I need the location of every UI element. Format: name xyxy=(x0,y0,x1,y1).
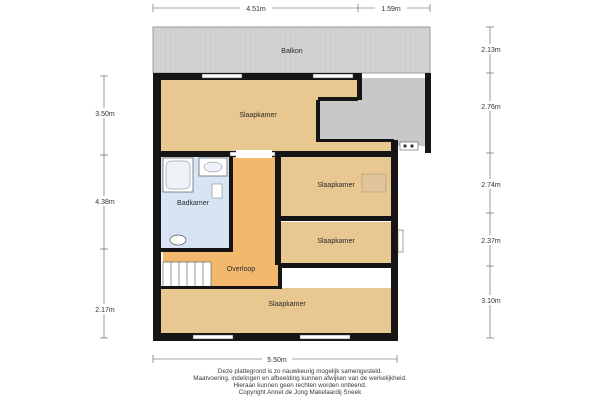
disclaimer-line-4: Copyright Annet de Jong Makelaardij Sneek xyxy=(238,389,362,396)
label-bathroom: Badkamer xyxy=(177,200,209,207)
dim-left-2: 4.38m xyxy=(95,199,115,206)
label-balcony: Balkon xyxy=(281,48,303,55)
label-bedroom-bottom: Slaapkamer xyxy=(268,301,306,308)
dim-right-2: 2.76m xyxy=(481,104,501,111)
disclaimer-line-3: Hieraan kunnen geen rechten worden ontleend. xyxy=(233,382,367,389)
dim-right-1: 2.13m xyxy=(481,47,501,54)
label-bedroom-small: Slaapkamer xyxy=(317,238,355,245)
dim-right-4: 2.37m xyxy=(481,238,501,245)
staircase xyxy=(163,262,211,288)
sink-mid-icon xyxy=(362,174,386,192)
disclaimer xyxy=(193,368,407,396)
door-gap xyxy=(236,150,272,158)
label-bedroom-top: Slaapkamer xyxy=(239,112,277,119)
toilet-icon xyxy=(170,235,186,245)
dim-left-3: 2.17m xyxy=(95,307,115,314)
label-landing: Overloop xyxy=(226,266,256,273)
dim-right-3: 2.74m xyxy=(481,182,501,189)
disclaimer-line-2: Maatvoering, indelingen en afbeelding kunnen afwijken van de werkelijkheid. xyxy=(193,375,407,382)
sink-icon xyxy=(199,158,227,176)
radiator-icon xyxy=(212,184,222,198)
dim-top-left: 4.51m xyxy=(246,6,266,13)
dim-left-1: 3.50m xyxy=(95,111,115,118)
dim-top-right: 1.59m xyxy=(381,6,401,13)
bedroom-bottom-floor xyxy=(160,288,392,334)
dim-bottom: 5.50m xyxy=(267,357,287,364)
disclaimer-line-1: Deze plattegrond is zo nauwkeurig mogelijk samengesteld. xyxy=(217,368,383,375)
terrace-drain-icon xyxy=(400,142,418,150)
dim-right-5: 3.10m xyxy=(481,298,501,305)
bathtub-icon xyxy=(163,158,193,192)
label-bedroom-mid: Slaapkamer xyxy=(317,182,355,189)
